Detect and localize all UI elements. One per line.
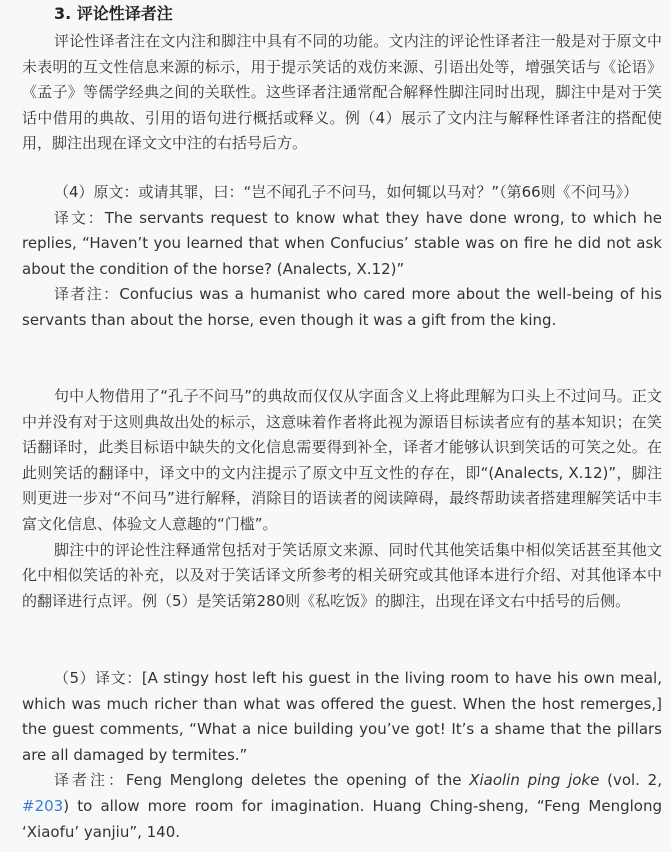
example-5-translator-note — [22, 768, 662, 845]
section-heading: 3. 评论性译者注 — [54, 4, 173, 23]
note-text: ) to allow more room for imagination. Huang Ching-sheng, “Feng Menglong ‘Xiaofu’ yanjiu”, 140. — [22, 796, 662, 841]
paragraph-analysis — [22, 384, 662, 614]
note-text: (vol. 2, — [599, 771, 662, 790]
joke-reference-link[interactable]: #203 — [22, 796, 64, 815]
example-5 — [22, 666, 662, 845]
example-5-translation: （5）译文：[A stingy host left his guest in the living room to have his own meal, which was much richer than what was offered the guest. When the host remerges,] the guest comments, “What a nice building you’ve got! It’s a shame that the pillars are all damaged by termites.” — [22, 669, 662, 764]
paragraph-text: 脚注中的评论性注释通常包括对于笑话原文来源、同时代其他笑话集中相似笑话甚至其他文化中相似笑话的补充，以及对于笑话译文所参考的相关研究或其他译本进行介绍、对其他译本中的翻译进行点评。例（5）是笑话第280则《私吃饭》的脚注，出现在译文右中括号的后侧。 — [22, 540, 662, 610]
paragraph-text: 句中人物借用了“孔子不问马”的典故而仅仅从字面含义上将此理解为口头上不过问马。正文中并没有对于这则典故出处的标示，这意味着作者将此视为源语目标读者应有的基本知识；在笑话翻译时，此类目标语中缺失的文化信息需要得到补全，译者才能够认识到笑话的可笑之处。在此则笑话的翻译中，译文中的文内注提示了原文中互文性的存在，即“(Analects, X.12)”，脚注则更进一步对“不问马”进行解释，消除目的语读者的阅读障碍，最终帮助读者搭建理解笑话中丰富文化信息、体验文人意趣的“门槛”。 — [22, 387, 662, 533]
note-italic-title: Xiaolin ping joke — [469, 771, 600, 790]
paragraph-text: 评论性译者注在文内注和脚注中具有不同的功能。文内注的评论性译者注一般是对于原文中未表明的互文性信息来源的标示，用于提示笑话的戏仿来源、引语出处等，增强笑话与《论语》《孟子》等儒学经典之间的关联性。这些译者注通常配合解释性脚注同时出现，脚注中是对于笑话中借用的典故、引用的语句进行概括或释义。例（4）展示了文内注与解释性译者注的搭配使用，脚注出现在译文文中注的右括号后方。 — [22, 32, 662, 153]
example-4-source: （4）原文：或请其罪，曰：“岂不闻孔子不问马，如何辄以马对？”（第66则《不问马》） — [54, 183, 639, 201]
paragraph-intro — [22, 29, 662, 157]
example-4-translator-note: 译者注：Confucius was a humanist who cared more about the well-being of his servants than about the horse, even though it was a gift from the king. — [22, 285, 662, 329]
example-4 — [22, 180, 662, 334]
note-text: 译者注：Feng Menglong deletes the opening of the — [54, 771, 470, 790]
example-4-translation: 译文：The servants request to know what they have done wrong, to which he replies, “Haven’t you learned that when Confucius’ stable was on fire he did not ask about the condition of the horse? (Analects, X.12)” — [22, 208, 662, 278]
